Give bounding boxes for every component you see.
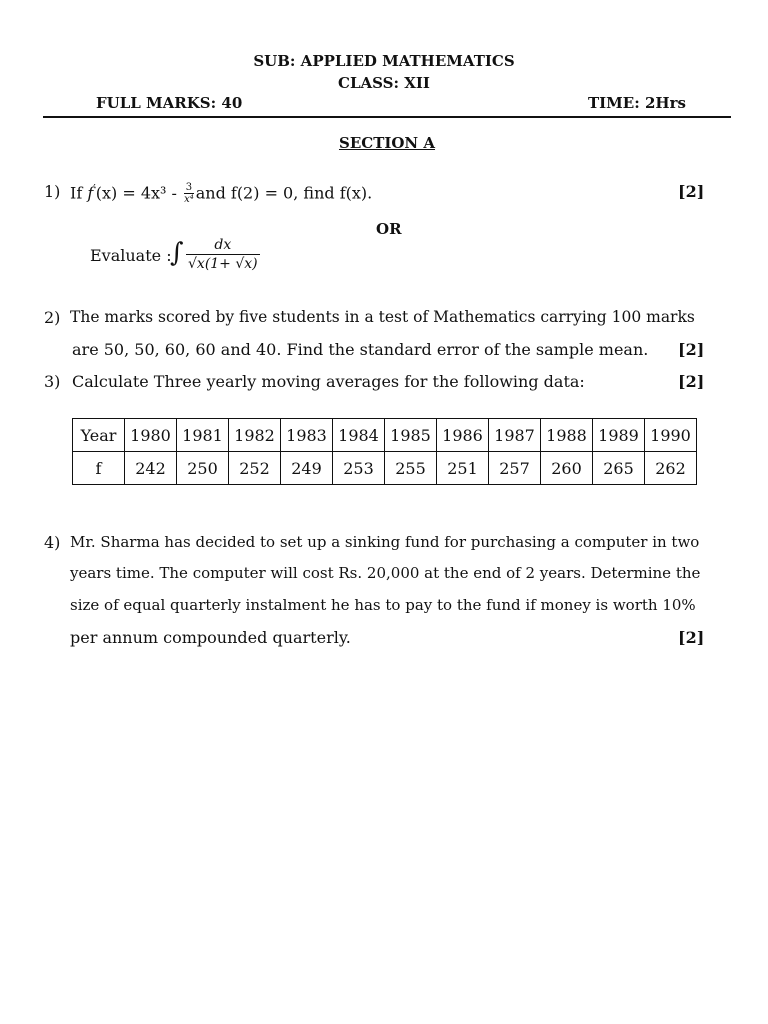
q2-line2: are 50, 50, 60, 60 and 40. Find the standard error of the sample mean. [72, 340, 649, 359]
table-cell-value: 255 [385, 452, 437, 485]
q4-number: 4) [44, 533, 61, 552]
header-divider [43, 116, 731, 118]
q1-fraction [184, 182, 194, 205]
table-cell-year: 1987 [489, 419, 541, 452]
table-cell-value: 257 [489, 452, 541, 485]
q2-number: 2) [44, 308, 61, 327]
table-cell-year: 1980 [125, 419, 177, 452]
q1-number: 1) [44, 182, 61, 201]
q1-if: If [70, 183, 83, 203]
q1-function-f: f [87, 183, 94, 203]
full-marks: FULL MARKS: 40 [96, 94, 243, 112]
q1-prime: ′ [93, 182, 96, 195]
q3-marks: [2] [678, 372, 705, 391]
moving-average-table [72, 418, 697, 485]
table-cell-value: 265 [593, 452, 645, 485]
q1-integral-numerator: dx [186, 236, 260, 255]
table-cell-year: 1983 [281, 419, 333, 452]
q2-line1: The marks scored by five students in a test of Mathematics carrying 100 marks [70, 308, 695, 326]
table-cell-year: 1988 [541, 419, 593, 452]
subject-title: SUB: APPLIED MATHEMATICS [253, 52, 515, 70]
q1-integral-fraction [186, 236, 260, 273]
q4-line1: Mr. Sharma has decided to set up a sinking fund for purchasing a computer in two [70, 533, 700, 551]
q3-text: Calculate Three yearly moving averages for the following data: [72, 372, 585, 391]
exam-time: TIME: 2Hrs [588, 94, 686, 112]
table-cell-year: 1981 [177, 419, 229, 452]
q1-marks: [2] [678, 182, 705, 201]
table-cell-year: 1986 [437, 419, 489, 452]
table-cell-value: 249 [281, 452, 333, 485]
table-cell-value: 250 [177, 452, 229, 485]
table-cell-year: 1984 [333, 419, 385, 452]
class-title: CLASS: XII [338, 74, 430, 92]
q4-marks: [2] [678, 628, 705, 647]
q4-line2: years time. The computer will cost Rs. 20,000 at the end of 2 years. Determine the [70, 564, 701, 582]
table-row-label: Year [73, 419, 125, 452]
q1-condition: and f(2) = 0, find f(x). [195, 183, 373, 203]
table-row-year [73, 419, 697, 452]
q4-line3: size of equal quarterly instalment he has to pay to the fund if money is worth 10% [70, 596, 696, 614]
table-row-label: f [73, 452, 125, 485]
table-cell-value: 253 [333, 452, 385, 485]
q1-derivative-expr: (x) = 4x³ - [95, 183, 177, 203]
q4-line4: per annum compounded quarterly. [70, 628, 351, 647]
table-cell-year: 1990 [645, 419, 697, 452]
table-row-f [73, 452, 697, 485]
q2-marks: [2] [678, 340, 705, 359]
table-cell-value: 262 [645, 452, 697, 485]
table-cell-year: 1989 [593, 419, 645, 452]
table-cell-year: 1985 [385, 419, 437, 452]
table-cell-value: 252 [229, 452, 281, 485]
table-cell-year: 1982 [229, 419, 281, 452]
q1-fraction-numerator: 3 [185, 182, 193, 194]
table-cell-value: 251 [437, 452, 489, 485]
integral-sign-icon: ∫ [170, 238, 184, 268]
section-title: SECTION A [338, 134, 436, 152]
q1-fraction-denominator: x⁴ [184, 194, 194, 206]
table-cell-value: 260 [541, 452, 593, 485]
q1-statement [70, 182, 372, 205]
q1-evaluate-label: Evaluate : [90, 246, 172, 265]
q1-integral-denominator: √x(1+ √x) [188, 256, 258, 272]
q1-or: OR [376, 220, 402, 238]
q3-number: 3) [44, 372, 61, 391]
table-cell-value: 242 [125, 452, 177, 485]
